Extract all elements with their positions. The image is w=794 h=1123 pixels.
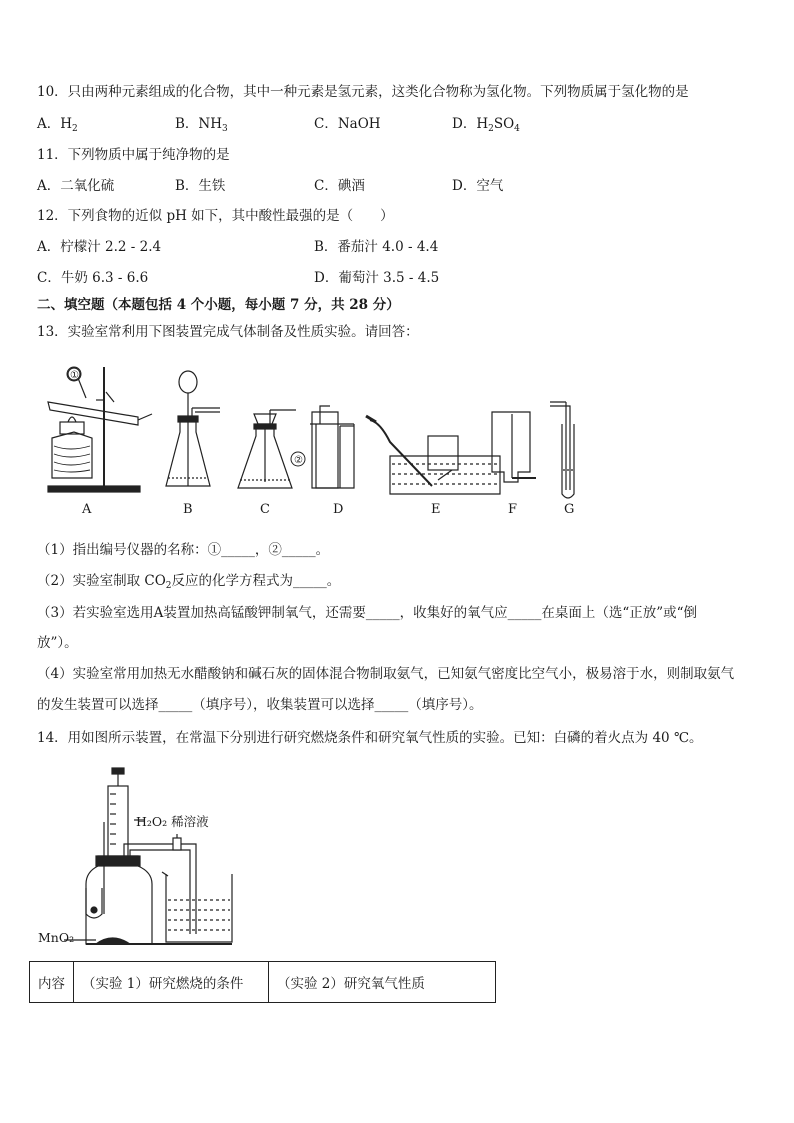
q11-option-b: B．生铁: [175, 178, 226, 194]
q10-option-d: D．$H_2SO_4$: [452, 116, 520, 134]
q12-option-b: B．番茄汁 4.0 - 4.4: [314, 239, 439, 255]
q14-table: [29, 961, 496, 1003]
q13-part1: （1）指出编号仪器的名称：①_____，②_____。: [37, 542, 330, 558]
apparatus-f: [492, 412, 536, 482]
q12-option-a: A．柠檬汁 2.2 - 2.4: [37, 239, 162, 255]
q12-option-d: D．葡萄汁 3.5 - 4.5: [314, 270, 440, 286]
fig-label-c: C: [260, 502, 270, 517]
q11-option-a: A．二氧化硫: [37, 178, 115, 194]
apparatus-a: [48, 367, 152, 492]
q13-part4-line2: 的发生装置可以选择_____（填序号），收集装置可以选择_____（填序号）。: [37, 697, 483, 713]
apparatus-c: [238, 410, 305, 488]
table-cell-exp2: （实验 2）研究氧气性质: [269, 962, 496, 1003]
q13-part2: （2）实验室制取 $CO_2$反应的化学方程式为_____。: [37, 573, 341, 591]
fig-label-d: D: [333, 502, 344, 517]
fig-label-b: B: [183, 502, 193, 517]
q10-stem: 10．只由两种元素组成的化合物，其中一种元素是氢元素，这类化合物称为氢化物。下列物质属于氢化物的是: [37, 84, 689, 100]
q12-option-c: C．牛奶 6.3 - 6.6: [37, 270, 149, 286]
q10-option-c: C．NaOH: [314, 116, 381, 132]
q11-option-c: C．碘酒: [314, 178, 365, 194]
label-h2o2: H₂O₂ 稀溶液: [136, 814, 209, 829]
apparatus-d: [310, 406, 354, 488]
q12-stem: 12．下列食物的近似 pH 如下，其中酸性最强的是（ ）: [37, 208, 394, 224]
q13-stem: 13．实验室常利用下图装置完成气体制备及性质实验。请回答：: [37, 324, 419, 340]
q10-option-b: B．$NH_3$: [175, 116, 228, 134]
mark-1: ①: [70, 370, 79, 381]
fig-label-g: G: [564, 502, 575, 517]
label-mno2: MnO₂: [38, 930, 75, 945]
fig-label-f: F: [508, 502, 518, 517]
q13-part3-line1: （3）若实验室选用A装置加热高锰酸钾制氧气，还需要_____，收集好的氧气应_____在桌面上（选“正放”或“倒: [37, 605, 698, 621]
apparatus-e: [366, 416, 500, 494]
fig-label-e: E: [431, 502, 441, 517]
fig-label-a: A: [82, 502, 92, 517]
q14-apparatus-figure: [36, 764, 246, 948]
table-cell-exp1: （实验 1）研究燃烧的条件: [74, 962, 269, 1003]
mark-2: ②: [294, 455, 303, 466]
q14-stem: 14．用如图所示装置，在常温下分别进行研究燃烧条件和研究氧气性质的实验。已知：白磷的着火点为 40 ℃。: [37, 730, 703, 746]
q11-option-d: D．空气: [452, 178, 504, 194]
table-row: [30, 962, 496, 1003]
apparatus-g: [550, 402, 574, 498]
q13-part4-line1: （4）实验室常用加热无水醋酸钠和碱石灰的固体混合物制取氨气，已知氨气密度比空气小，极易溶于水，则制取氨气: [37, 666, 735, 682]
q13-part3-line2: 放”）。: [37, 635, 78, 651]
table-cell-content: 内容: [30, 962, 74, 1003]
apparatus-b: [166, 371, 220, 486]
q10-option-a: A．$H_2$: [37, 116, 78, 134]
q11-stem: 11．下列物质中属于纯净物的是: [37, 147, 230, 163]
section-heading: 二、填空题（本题包括 4 个小题，每小题 7 分，共 28 分）: [37, 297, 400, 313]
